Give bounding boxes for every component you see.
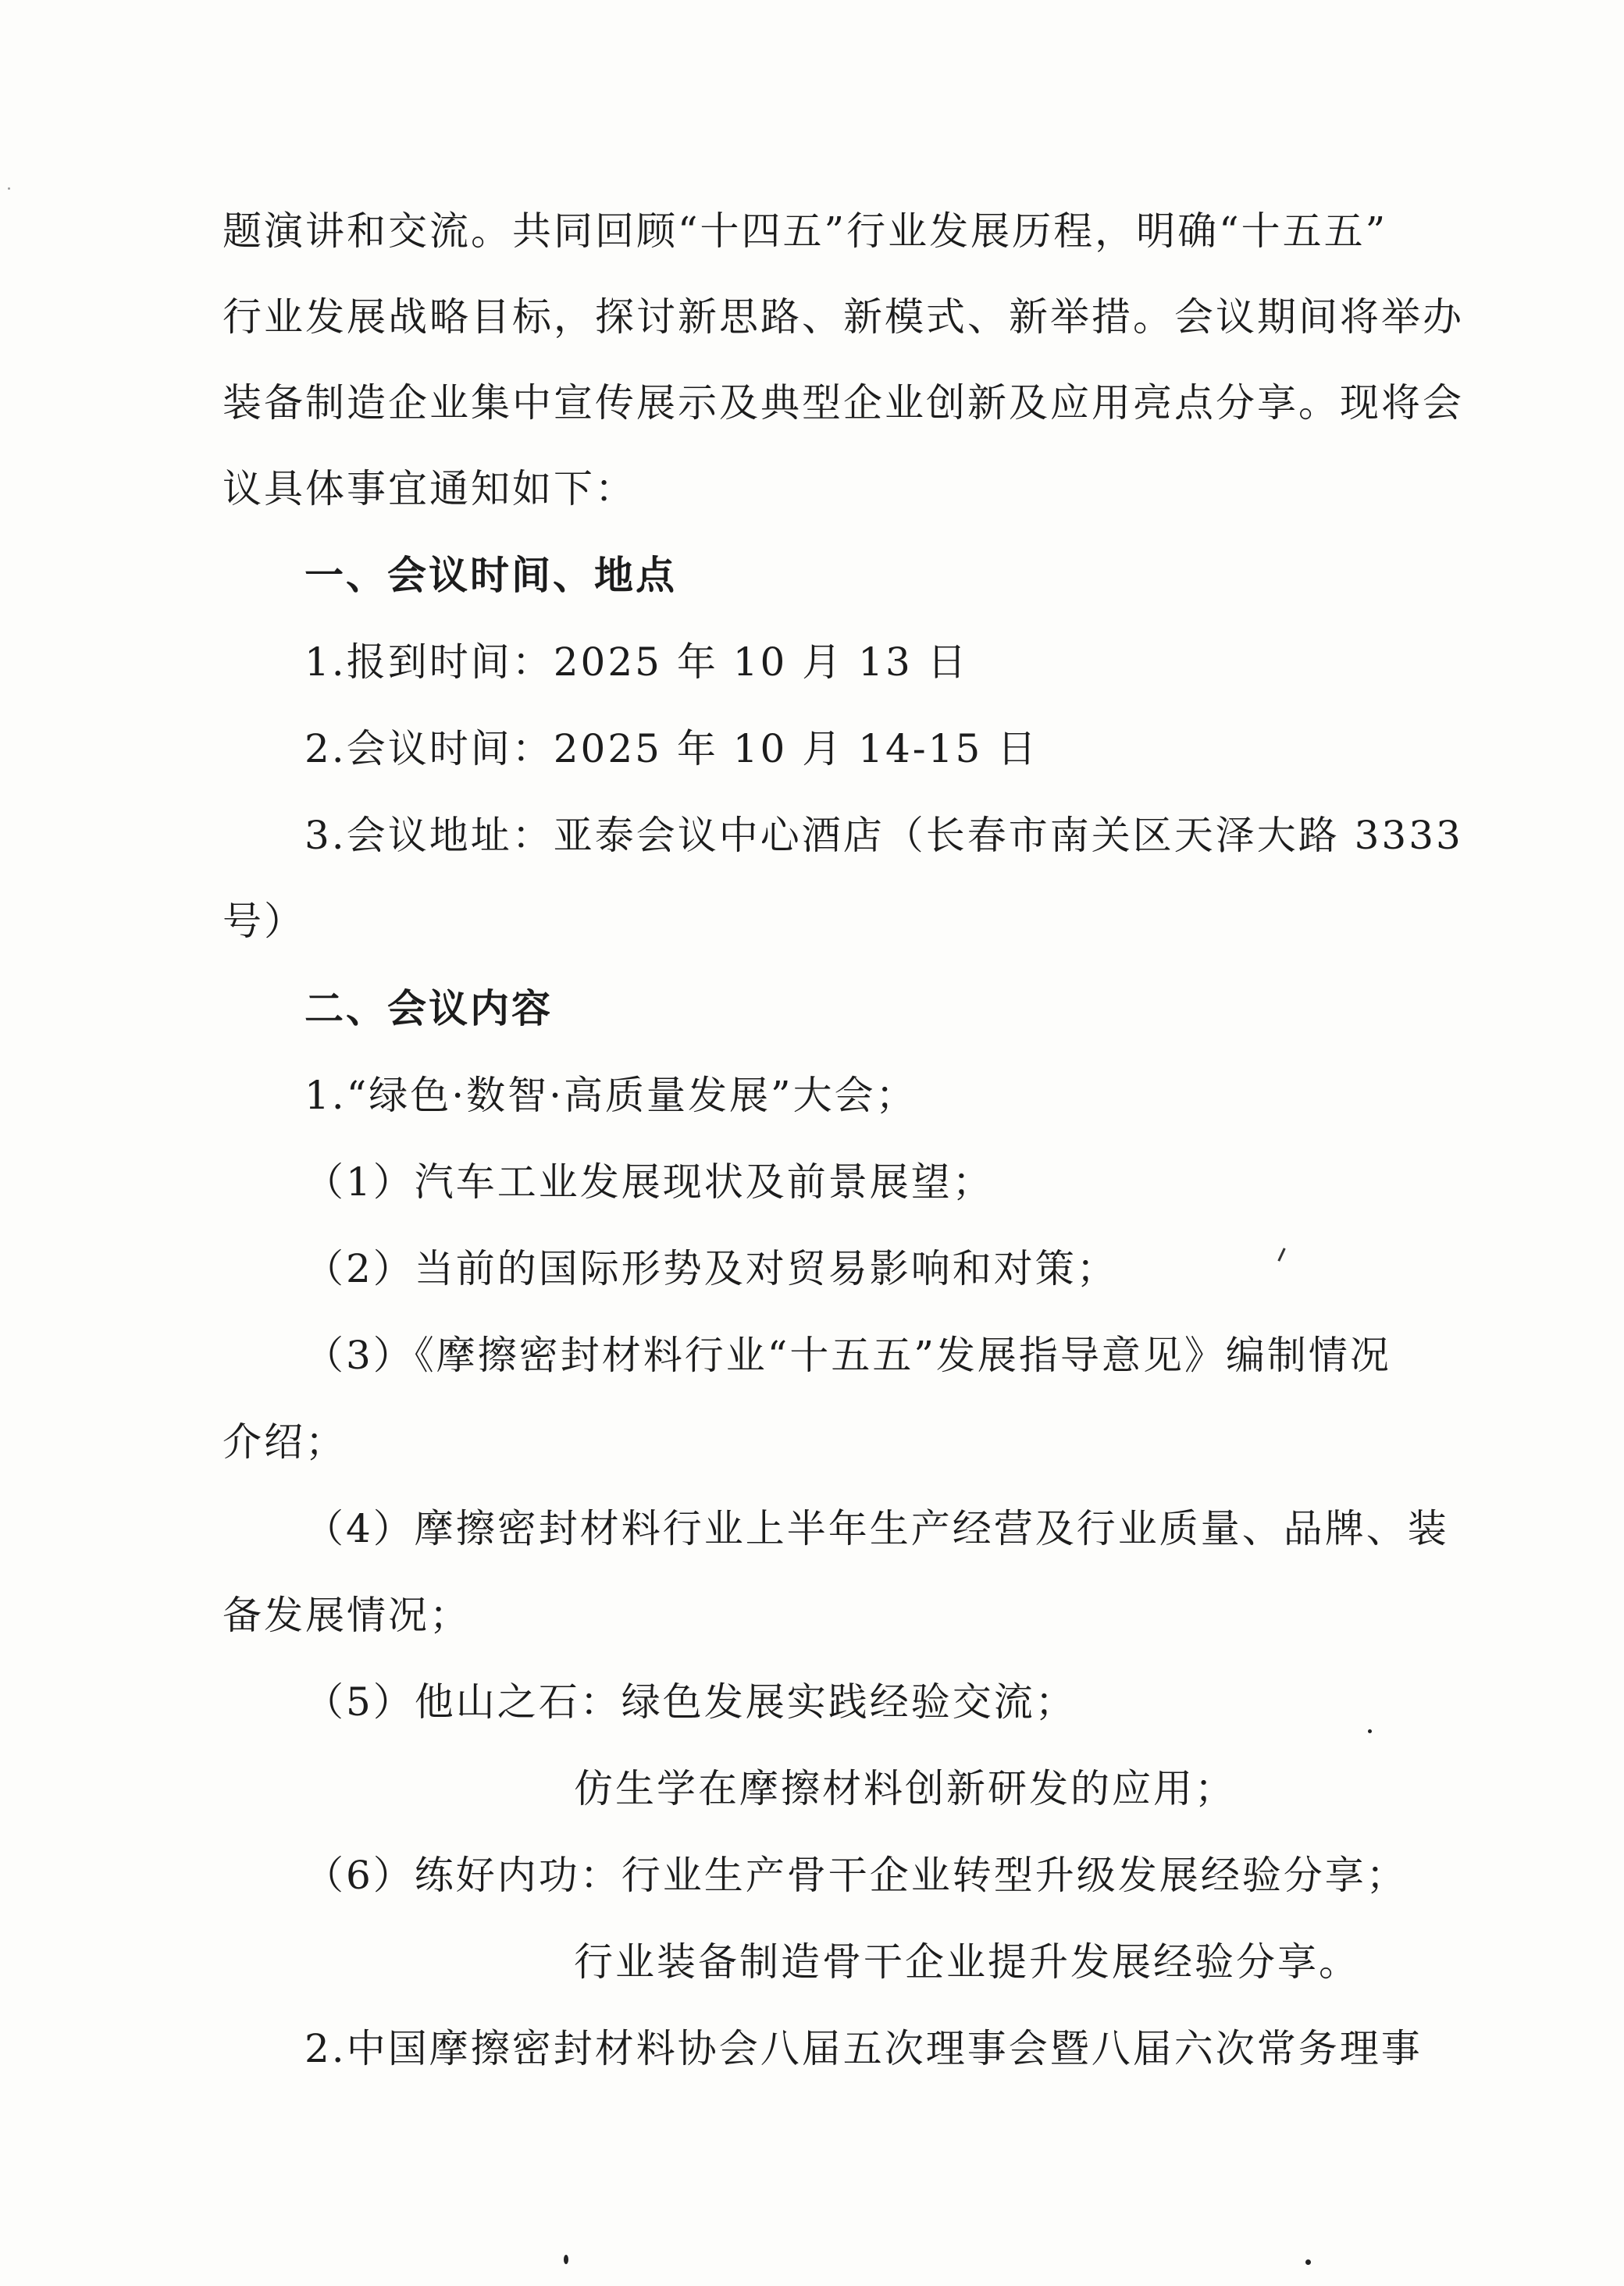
scan-mark bbox=[1277, 1248, 1285, 1262]
intro-line-4: 议具体事宜通知如下： bbox=[223, 466, 636, 511]
intro-line-1: 题演讲和交流。共同回顾“十四五”行业发展历程，明确“十五五” bbox=[223, 208, 1388, 254]
content-sub-1: （1）汽车工业发展现状及前景展望； bbox=[304, 1159, 994, 1205]
content-sub-5-line-2: 仿生学在摩擦材料创新研发的应用； bbox=[574, 1766, 1236, 1811]
content-item-2: 2.中国摩擦密封材料协会八届五次理事会暨八届六次常务理事 bbox=[304, 2026, 1423, 2071]
section-2-heading: 二、会议内容 bbox=[304, 985, 553, 1031]
meeting-address-line-1: 3.会议地址：亚泰会议中心酒店（长春市南关区天泽大路 3333 bbox=[304, 813, 1463, 858]
content-sub-3-line-1: （3）《摩擦密封材料行业“十五五”发展指导意见》编制情况 bbox=[304, 1333, 1391, 1378]
content-sub-4-line-1: （4）摩擦密封材料行业上半年生产经营及行业质量、品牌、装 bbox=[304, 1506, 1449, 1551]
meeting-address-line-2: 号） bbox=[223, 899, 305, 944]
scan-speck bbox=[1368, 1729, 1372, 1733]
scan-speck bbox=[1305, 2259, 1311, 2265]
content-item-1: 1.“绿色·数智·高质量发展”大会； bbox=[304, 1073, 917, 1118]
content-sub-6-line-2: 行业装备制造骨干企业提升发展经验分享。 bbox=[574, 1939, 1360, 1985]
content-sub-5-line-1: （5）他山之石：绿色发展实践经验交流； bbox=[304, 1679, 1077, 1725]
intro-line-2: 行业发展战略目标，探讨新思路、新模式、新举措。会议期间将举办 bbox=[223, 294, 1464, 340]
content-sub-3-line-2: 介绍； bbox=[223, 1419, 347, 1465]
content-sub-2: （2）当前的国际形势及对贸易影响和对策； bbox=[304, 1246, 1118, 1291]
intro-line-3: 装备制造企业集中宣传展示及典型企业创新及应用亮点分享。现将会 bbox=[223, 380, 1464, 426]
content-sub-4-line-2: 备发展情况； bbox=[223, 1593, 471, 1638]
content-sub-6-line-1: （6）练好内功：行业生产骨干企业转型升级发展经验分享； bbox=[304, 1853, 1408, 1898]
scan-speck bbox=[564, 2255, 568, 2264]
meeting-time: 2.会议时间：2025 年 10 月 14-15 日 bbox=[304, 726, 1039, 771]
section-1-heading: 一、会议时间、地点 bbox=[304, 552, 677, 598]
registration-time: 1.报到时间：2025 年 10 月 13 日 bbox=[304, 639, 969, 685]
scan-speck bbox=[8, 187, 10, 190]
